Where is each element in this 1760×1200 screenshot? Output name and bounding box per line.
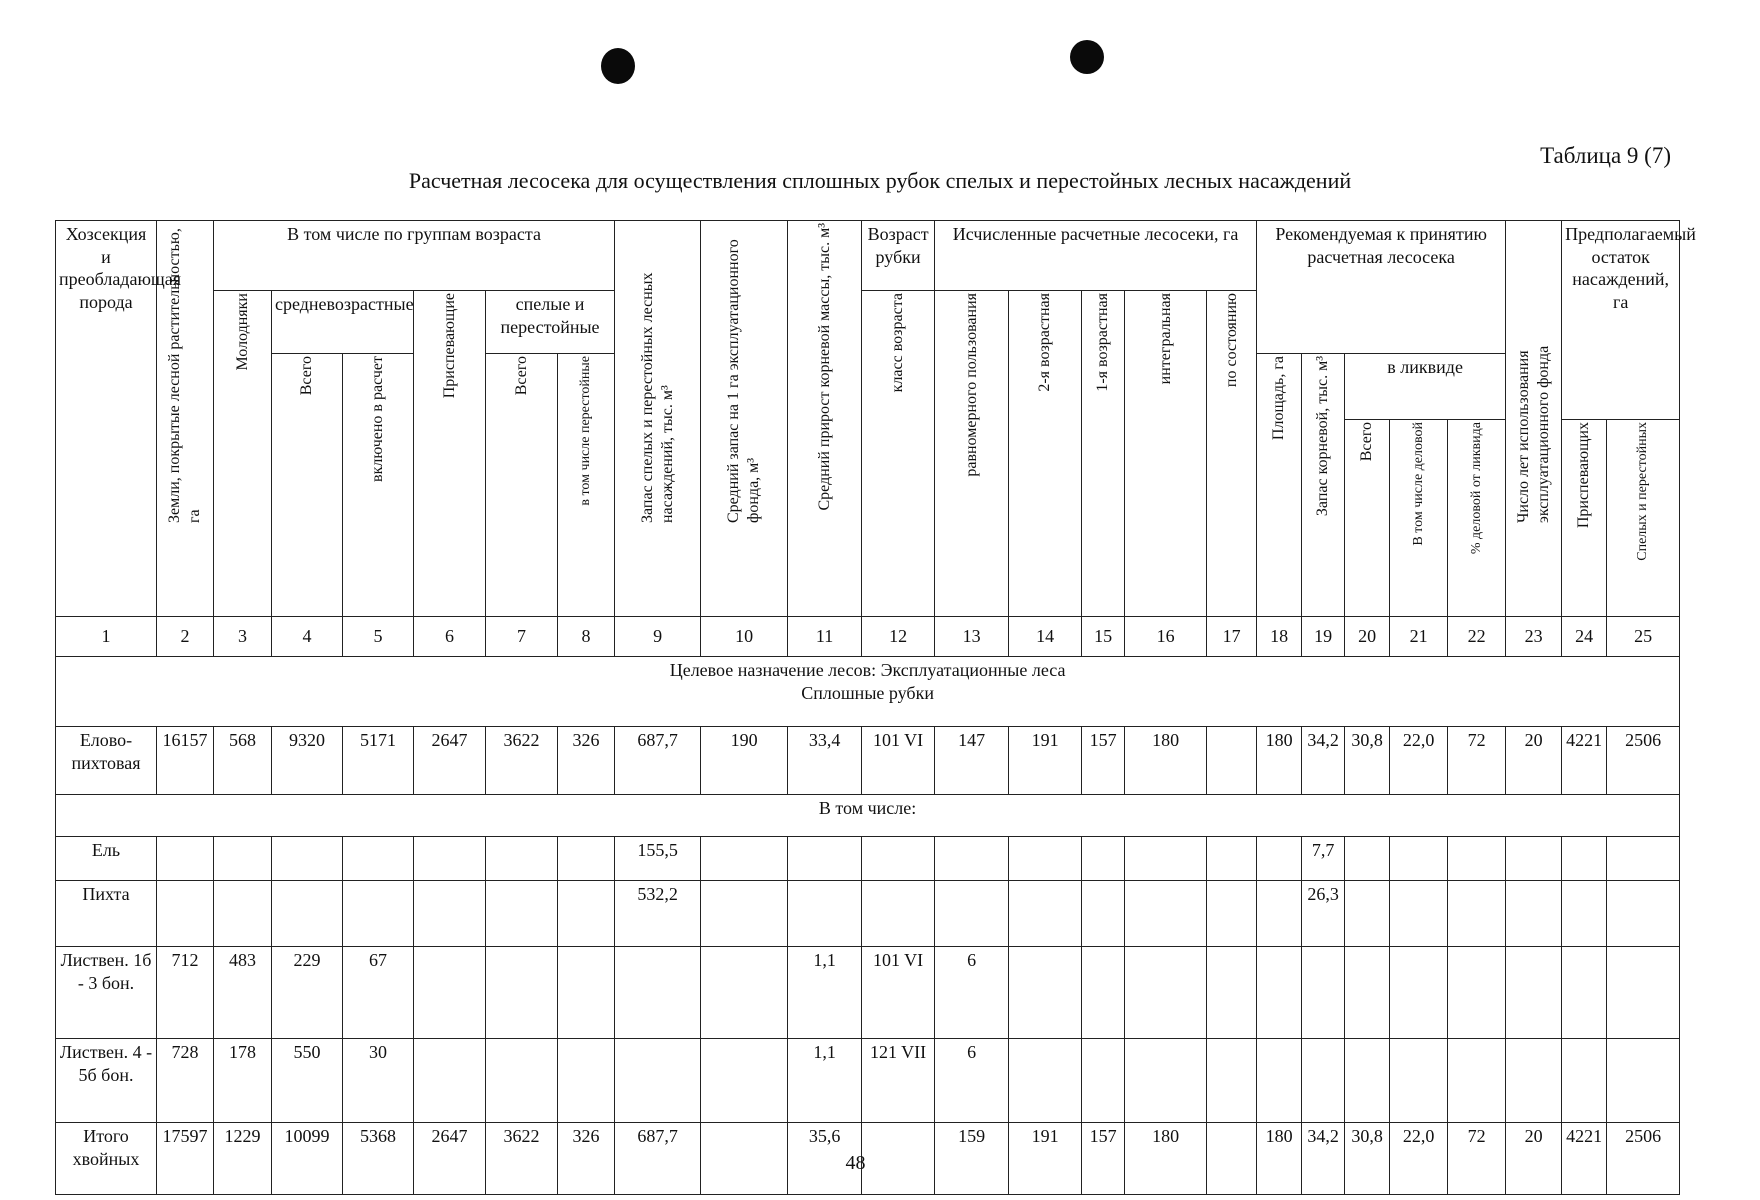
column-numbers-row [56, 617, 1680, 657]
table-cell [1607, 947, 1680, 1039]
table-cell [1207, 727, 1257, 795]
column-number: 5 [343, 617, 414, 657]
table-cell [486, 837, 558, 881]
table-cell [1390, 1039, 1448, 1123]
table-cell: 3622 [486, 1123, 558, 1195]
table-cell [1506, 947, 1562, 1039]
header-ripe-overripe-incl: в том числе перестойные [558, 354, 615, 617]
table-cell: 26,3 [1302, 881, 1345, 947]
header-mid-total: Всего [272, 354, 343, 617]
column-number: 22 [1448, 617, 1506, 657]
table-cell: 10099 [272, 1123, 343, 1195]
table-cell [1562, 881, 1607, 947]
table-cell [1082, 1039, 1125, 1123]
table-cell [414, 881, 486, 947]
table-cell: 7,7 [1302, 837, 1345, 881]
table-cell: 178 [214, 1039, 272, 1123]
table-cell: 191 [1009, 727, 1082, 795]
table-cell: 34,2 [1302, 727, 1345, 795]
table-cell [862, 837, 935, 881]
table-cell [1125, 1039, 1207, 1123]
column-number: 24 [1562, 617, 1607, 657]
table-cell: 147 [935, 727, 1009, 795]
column-number: 12 [862, 617, 935, 657]
row-species-name: Ель [56, 837, 157, 881]
table-cell: 550 [272, 1039, 343, 1123]
table-cell [788, 881, 862, 947]
column-number: 25 [1607, 617, 1680, 657]
table-cell [558, 837, 615, 881]
column-number: 21 [1390, 617, 1448, 657]
subheader-including: В том числе: [56, 795, 1680, 837]
table-cell [343, 881, 414, 947]
row-species-name: Итого хвойных [56, 1123, 157, 1195]
column-number: 18 [1257, 617, 1302, 657]
table-cell [1390, 837, 1448, 881]
table-cell [1207, 837, 1257, 881]
table-cell [701, 947, 788, 1039]
table-cell [1448, 837, 1506, 881]
header-premature: Приспевающие [414, 291, 486, 617]
table-cell [615, 1039, 701, 1123]
table-cell: 20 [1506, 1123, 1562, 1195]
table-cell: 30 [343, 1039, 414, 1123]
column-number: 2 [157, 617, 214, 657]
table-cell: 6 [935, 947, 1009, 1039]
header-liquid-total: Всего [1345, 420, 1390, 617]
header-calculated-cuts: Исчисленные расчетные лесосеки, га [935, 221, 1257, 291]
table-cell: 3622 [486, 727, 558, 795]
table-row [56, 947, 1680, 1039]
table-cell: 34,2 [1302, 1123, 1345, 1195]
table-cell: 2506 [1607, 1123, 1680, 1195]
table-cell: 1,1 [788, 1039, 862, 1123]
punch-hole-left [601, 48, 635, 84]
table-cell: 4221 [1562, 727, 1607, 795]
table-cell: 2647 [414, 1123, 486, 1195]
header-age-class: класс возраста [862, 291, 935, 617]
column-number: 23 [1506, 617, 1562, 657]
table-cell [1562, 947, 1607, 1039]
table-cell [1009, 1039, 1082, 1123]
table-cell [1345, 1039, 1390, 1123]
table-cell [1506, 837, 1562, 881]
header-ripe-overripe: спелые и перестойные [486, 291, 615, 354]
table-cell: 180 [1125, 1123, 1207, 1195]
table-cell: 687,7 [615, 1123, 701, 1195]
table-cell [272, 881, 343, 947]
table-cell [1506, 1039, 1562, 1123]
table-cell: 687,7 [615, 727, 701, 795]
table-cell: 157 [1082, 727, 1125, 795]
table-cell [1302, 1039, 1345, 1123]
header-young-stands: Молодняки [214, 291, 272, 617]
header-liquid-percent: % деловой от ликвида [1448, 420, 1506, 617]
table-cell [1207, 1039, 1257, 1123]
table-cell [1302, 947, 1345, 1039]
table-cell [1448, 947, 1506, 1039]
table-cell: 20 [1506, 727, 1562, 795]
table-cell: 191 [1009, 1123, 1082, 1195]
table-cell [701, 1039, 788, 1123]
header-uniform-use: равномерного пользования [935, 291, 1009, 617]
table-cell: 35,6 [788, 1123, 862, 1195]
table-cell [1448, 881, 1506, 947]
table-cell [1345, 881, 1390, 947]
table-row [56, 727, 1680, 795]
table-cell: 72 [1448, 727, 1506, 795]
table-cell [1506, 881, 1562, 947]
table-cell: 6 [935, 1039, 1009, 1123]
table-cell: 72 [1448, 1123, 1506, 1195]
table-cell: 1,1 [788, 947, 862, 1039]
punch-hole-right [1070, 40, 1104, 74]
table-cell: 180 [1257, 1123, 1302, 1195]
table-cell: 30,8 [1345, 727, 1390, 795]
table-cell [1009, 881, 1082, 947]
table-cell [1125, 837, 1207, 881]
table-cell [558, 947, 615, 1039]
header-remain-ripe: Спелых и перестойных [1607, 420, 1680, 617]
table-cell: 180 [1125, 727, 1207, 795]
table-cell [486, 1039, 558, 1123]
table-cell: 483 [214, 947, 272, 1039]
table-cell [1257, 837, 1302, 881]
table-cell: 568 [214, 727, 272, 795]
header-covered-land: Земли, покрытые лесной растительностью, га [157, 221, 214, 617]
table-cell [1009, 947, 1082, 1039]
column-number: 11 [788, 617, 862, 657]
table-cell [1207, 947, 1257, 1039]
table-cell [1125, 947, 1207, 1039]
table-cell [1009, 837, 1082, 881]
table-cell [1390, 947, 1448, 1039]
table-cell: 712 [157, 947, 214, 1039]
table-cell: 2647 [414, 727, 486, 795]
table-row [56, 837, 1680, 881]
table-cell [935, 837, 1009, 881]
table-cell: 180 [1257, 727, 1302, 795]
header-section: Хозсекция и преобладающая порода [56, 221, 157, 617]
table-cell [414, 837, 486, 881]
header-liquid-business: В том числе деловой [1390, 420, 1448, 617]
header-rec-stock: Запас корневой, тыс. м³ [1302, 354, 1345, 617]
table-cell [272, 837, 343, 881]
column-number: 8 [558, 617, 615, 657]
table-cell: 4221 [1562, 1123, 1607, 1195]
table-cell [1607, 1039, 1680, 1123]
table-cell: 326 [558, 727, 615, 795]
table-cell [1607, 881, 1680, 947]
table-cell [701, 837, 788, 881]
table-cell [1345, 947, 1390, 1039]
header-first-age: 1-я возрастная [1082, 291, 1125, 617]
table-cell: 229 [272, 947, 343, 1039]
header-mid-included: включено в расчет [343, 354, 414, 617]
table-cell: 9320 [272, 727, 343, 795]
table-cell [1345, 837, 1390, 881]
table-cell [1082, 837, 1125, 881]
table-cell: 728 [157, 1039, 214, 1123]
column-number: 9 [615, 617, 701, 657]
table-cell: 33,4 [788, 727, 862, 795]
table-cell: 17597 [157, 1123, 214, 1195]
section-cut-type: Сплошные рубки [801, 682, 934, 703]
header-age-groups: В том числе по группам возраста [214, 221, 615, 291]
table-row [56, 1039, 1680, 1123]
header-recommended-cut: Рекомендуемая к принятию расчетная лесосека [1257, 221, 1506, 354]
table-cell [1607, 837, 1680, 881]
table-cell [1562, 837, 1607, 881]
table-cell: 157 [1082, 1123, 1125, 1195]
table-cell [701, 881, 788, 947]
column-number: 7 [486, 617, 558, 657]
header-remaining-stands: Предполагаемый остаток насаждений, га [1562, 221, 1680, 420]
table-cell: 2506 [1607, 727, 1680, 795]
table-cell [157, 881, 214, 947]
table-cell [414, 1039, 486, 1123]
table-cell [558, 881, 615, 947]
column-number: 17 [1207, 617, 1257, 657]
header-by-condition: по состоянию [1207, 291, 1257, 617]
column-number: 20 [1345, 617, 1390, 657]
table-cell [558, 1039, 615, 1123]
column-number: 10 [701, 617, 788, 657]
header-years-of-use: Число лет использования эксплуатационного фонда [1506, 221, 1562, 617]
table-label: Таблица 9 (7) [1540, 143, 1671, 168]
header-rec-area: Площадь, га [1257, 354, 1302, 617]
section-purpose: Целевое назначение лесов: Эксплуатационные леса [669, 660, 1066, 680]
table-cell [1082, 947, 1125, 1039]
section-header [56, 657, 1680, 727]
table-cell [1257, 881, 1302, 947]
table-cell [343, 837, 414, 881]
column-number: 13 [935, 617, 1009, 657]
column-number: 6 [414, 617, 486, 657]
header-ripe-total: Всего [486, 354, 558, 617]
table-cell: 30,8 [1345, 1123, 1390, 1195]
table-cell [1562, 1039, 1607, 1123]
table-cell: 101 VI [862, 947, 935, 1039]
table-cell [935, 881, 1009, 947]
column-number: 14 [1009, 617, 1082, 657]
table-cell: 67 [343, 947, 414, 1039]
table-cell: 532,2 [615, 881, 701, 947]
table-cell [486, 881, 558, 947]
table-cell: 101 VI [862, 727, 935, 795]
table-cell: 22,0 [1390, 1123, 1448, 1195]
table-cell [788, 837, 862, 881]
page-title: Расчетная лесосека для осуществления сплошных рубок спелых и перестойных лесных насаждений [408, 168, 1352, 193]
table-cell [486, 947, 558, 1039]
table-cell: 326 [558, 1123, 615, 1195]
table-cell: 190 [701, 727, 788, 795]
header-avg-stock: Средний запас на 1 га эксплуатационного фонда, м³ [701, 221, 788, 617]
header-avg-growth: Средний прирост корневой массы, тыс. м³ [788, 221, 862, 617]
table-cell [1390, 881, 1448, 947]
header-in-liquid: в ликвиде [1345, 354, 1506, 420]
column-number: 1 [56, 617, 157, 657]
header-remain-premature: Приспевающих [1562, 420, 1607, 617]
table-cell: 22,0 [1390, 727, 1448, 795]
column-number: 4 [272, 617, 343, 657]
table-cell [1207, 881, 1257, 947]
row-species-name: Пихта [56, 881, 157, 947]
table-cell [615, 947, 701, 1039]
allowable-cut-table [55, 220, 1696, 1195]
table-cell: 121 VII [862, 1039, 935, 1123]
table-cell [214, 837, 272, 881]
header-integral: интегральная [1125, 291, 1207, 617]
row-species-name: Листвен. 1б - 3 бон. [56, 947, 157, 1039]
table-row [56, 881, 1680, 947]
table-cell [214, 881, 272, 947]
table-cell [1125, 881, 1207, 947]
column-number: 15 [1082, 617, 1125, 657]
header-ripe-stock: Запас спелых и перестойных лесных насаждений, тыс. м³ [615, 221, 701, 617]
table-cell: 16157 [157, 727, 214, 795]
table-cell [1257, 947, 1302, 1039]
page-number: 48 [845, 1152, 866, 1174]
table-cell: 159 [935, 1123, 1009, 1195]
table-cell [1448, 1039, 1506, 1123]
table-cell [1257, 1039, 1302, 1123]
column-number: 19 [1302, 617, 1345, 657]
table-cell: 5171 [343, 727, 414, 795]
table-cell: 1229 [214, 1123, 272, 1195]
table-cell: 5368 [343, 1123, 414, 1195]
table-cell [1082, 881, 1125, 947]
row-species-name: Елово-пихтовая [56, 727, 157, 795]
header-cutting-age: Возраст рубки [862, 221, 935, 291]
table-cell: 155,5 [615, 837, 701, 881]
table-cell [862, 881, 935, 947]
row-species-name: Листвен. 4 - 5б бон. [56, 1039, 157, 1123]
header-second-age: 2-я возрастная [1009, 291, 1082, 617]
table-cell [414, 947, 486, 1039]
header-middle-aged: средневозрастные [272, 291, 414, 354]
table-cell [157, 837, 214, 881]
column-number: 16 [1125, 617, 1207, 657]
column-number: 3 [214, 617, 272, 657]
